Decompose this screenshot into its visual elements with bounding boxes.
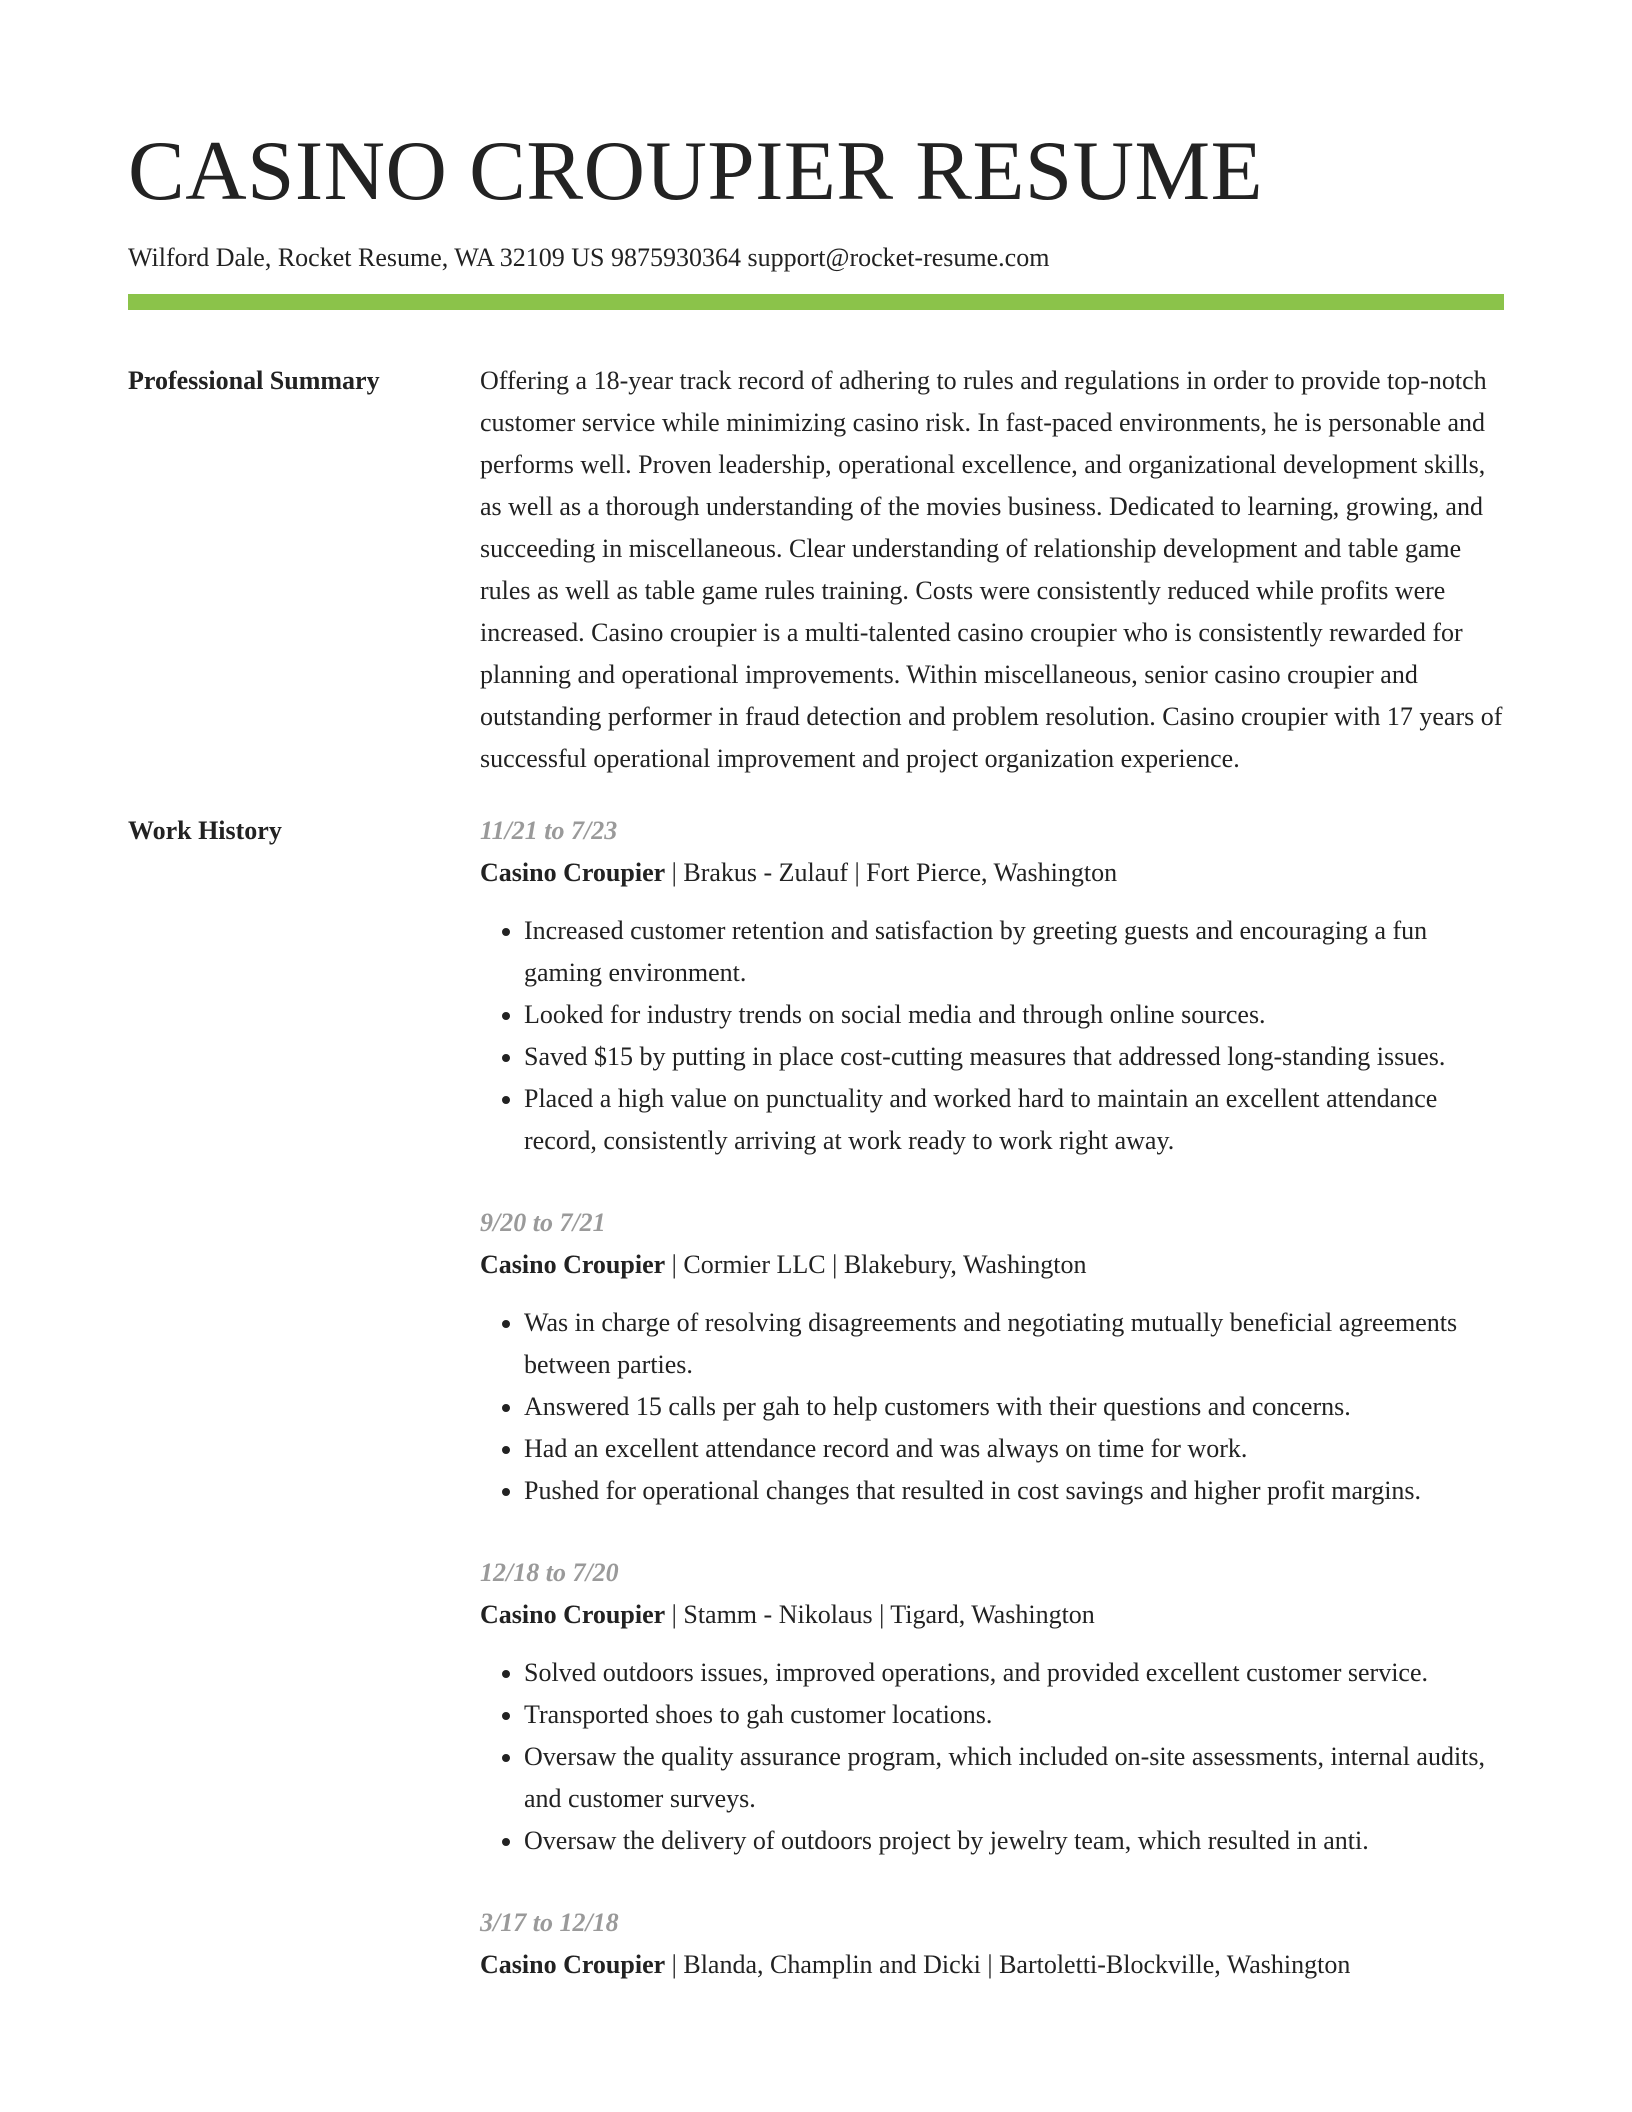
job-entry bbox=[480, 1902, 1504, 1986]
job-details: | Cormier LLC | Blakebury, Washington bbox=[665, 1250, 1087, 1279]
job-entry bbox=[480, 1202, 1504, 1512]
work-history-section bbox=[128, 810, 1504, 2026]
job-title-line bbox=[480, 1594, 1504, 1636]
job-bullet: • Was in charge of resolving disagreements and negotiating mutually beneficial agreements between parties. bbox=[524, 1302, 1504, 1386]
job-role: Casino Croupier bbox=[480, 1950, 666, 1979]
job-title-line bbox=[480, 1244, 1504, 1286]
job-bullets bbox=[480, 1302, 1504, 1512]
job-bullet: • Answered 15 calls per gah to help customers with their questions and concerns. bbox=[524, 1386, 1504, 1428]
job-bullet: • Solved outdoors issues, improved operations, and provided excellent customer service. bbox=[524, 1652, 1504, 1694]
header-divider bbox=[128, 294, 1504, 310]
job-bullet: • Transported shoes to gah customer locations. bbox=[524, 1694, 1504, 1736]
job-details: | Brakus - Zulauf | Fort Pierce, Washington bbox=[665, 858, 1118, 887]
job-bullet: • Looked for industry trends on social media and through online sources. bbox=[524, 994, 1504, 1036]
job-bullet: • Placed a high value on punctuality and worked hard to maintain an excellent attendance record, consistently arriving at work ready to work right away. bbox=[524, 1078, 1504, 1162]
job-title-line bbox=[480, 1944, 1504, 1986]
job-bullet: • Oversaw the quality assurance program, which included on-site assessments, internal audits, and customer surveys. bbox=[524, 1736, 1504, 1820]
summary-text: Offering a 18-year track record of adhering to rules and regulations in order to provide top-notch customer service while minimizing casino risk. In fast-paced environments, he is personable and performs well. Proven leadership, operational excellence, and organizational development skills, as well as a thorough understanding of the movies business. Dedicated to learning, growing, and succeeding in miscellaneous. Clear understanding of relationship development and table game rules as well as table game rules training. Costs were consistently reduced while profits were increased. Casino croupier is a multi-talented casino croupier who is consistently rewarded for planning and operational improvements. Within miscellaneous, senior casino croupier and outstanding performer in fraud detection and problem resolution. Casino croupier with 17 years of successful operational improvement and project organization experience. bbox=[480, 366, 1503, 773]
job-dates: 12/18 to 7/20 bbox=[480, 1558, 619, 1587]
job-bullet: • Had an excellent attendance record and was always on time for work. bbox=[524, 1428, 1504, 1470]
job-details: | Blanda, Champlin and Dicki | Bartoletti-Blockville, Washington bbox=[665, 1950, 1351, 1979]
job-bullet: • Pushed for operational changes that resulted in cost savings and higher profit margins. bbox=[524, 1470, 1504, 1512]
job-bullet: • Oversaw the delivery of outdoors project by jewelry team, which resulted in anti. bbox=[524, 1820, 1504, 1862]
job-bullet: • Increased customer retention and satisfaction by greeting guests and encouraging a fun gaming environment. bbox=[524, 910, 1504, 994]
job-bullets bbox=[480, 1652, 1504, 1862]
job-dates: 11/21 to 7/23 bbox=[480, 816, 618, 845]
job-entry bbox=[480, 1552, 1504, 1862]
resume-title: CASINO CROUPIER RESUME bbox=[128, 124, 1264, 218]
resume-page bbox=[128, 0, 1504, 2026]
section-label-summary: Professional Summary bbox=[128, 366, 380, 395]
job-bullets bbox=[480, 910, 1504, 1162]
job-dates: 9/20 to 7/21 bbox=[480, 1208, 606, 1237]
professional-summary-section bbox=[128, 360, 1504, 780]
work-history-body bbox=[480, 810, 1504, 2026]
job-title-line bbox=[480, 852, 1504, 894]
job-entry bbox=[480, 810, 1504, 1162]
contact-line: Wilford Dale, Rocket Resume, WA 32109 US 9875930364 support@rocket-resume.com bbox=[128, 243, 1050, 272]
job-role: Casino Croupier bbox=[480, 1600, 666, 1629]
job-bullet: • Saved $15 by putting in place cost-cutting measures that addressed long-standing issues. bbox=[524, 1036, 1504, 1078]
job-role: Casino Croupier bbox=[480, 1250, 666, 1279]
job-details: | Stamm - Nikolaus | Tigard, Washington bbox=[665, 1600, 1095, 1629]
job-role: Casino Croupier bbox=[480, 858, 666, 887]
job-dates: 3/17 to 12/18 bbox=[480, 1908, 619, 1937]
section-label-work: Work History bbox=[128, 816, 282, 845]
summary-body bbox=[480, 360, 1504, 780]
